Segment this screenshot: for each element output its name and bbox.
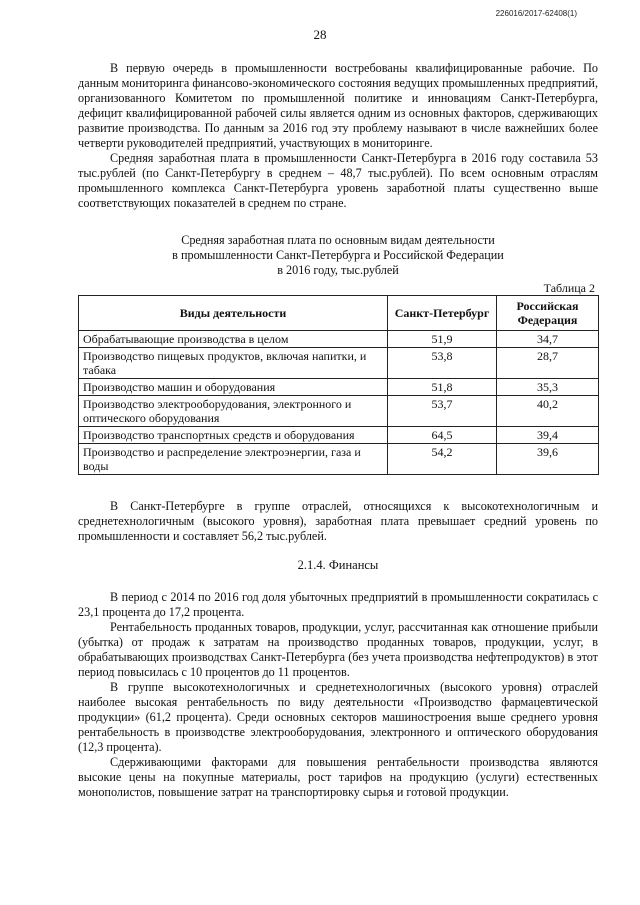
caption-line: Средняя заработная плата по основным видам деятельности [181, 233, 495, 247]
rf-value: 28,7 [497, 348, 599, 379]
paragraph: Средняя заработная плата в промышленности Санкт-Петербурга в 2016 году составила 53 тыс.рублей (по Санкт-Петербургу в среднем – 48,7 тыс.рублей). По всем основным отраслям промышленного комплекса Санкт-Петербурга уровень заработной платы существенно выше соответствующих показателей в среднем по стране. [78, 151, 598, 210]
after-table-text [78, 499, 598, 544]
rf-value: 40,2 [497, 396, 599, 427]
table-row [79, 379, 599, 396]
paragraph: Сдерживающими факторами для повышения рентабельности производства являются высокие цены на покупные материалы, рост тарифов на продукцию (услуги) естественных монополистов, повышение затрат на транспортировку сырья и готовой продукции. [78, 755, 598, 799]
activity-cell: Производство транспортных средств и оборудования [79, 427, 388, 444]
table-row [79, 331, 599, 348]
caption-line: в 2016 году, тыс.рублей [277, 263, 399, 277]
finance-text [78, 590, 598, 800]
spb-value: 51,9 [388, 331, 497, 348]
intro-text [78, 61, 598, 211]
rf-value: 35,3 [497, 379, 599, 396]
paragraph: В Санкт-Петербурге в группе отраслей, относящихся к высокотехнологичным и среднетехнологичным (высокого уровня), заработная плата превышает средний уровень по промышленности и составляет 56,2 тыс.рублей. [78, 499, 598, 543]
activity-cell: Обрабатывающие производства в целом [79, 331, 388, 348]
header-activity: Виды деятельности [79, 296, 388, 331]
table-row [79, 348, 599, 379]
spb-value: 53,8 [388, 348, 497, 379]
header-spb: Санкт-Петербург [388, 296, 497, 331]
salary-table [78, 295, 599, 475]
activity-cell: Производство машин и оборудования [79, 379, 388, 396]
paragraph: В первую очередь в промышленности востребованы квалифицированные рабочие. По данным мониторинга финансово-экономического состояния ведущих промышленных предприятий, организованного Комитетом по промышленной политике и инновациям Санкт-Петербурга, дефицит квалифицированной рабочей силы является одним из основных факторов, сдерживающих развитие производства. По данным за 2016 год эту проблему называют в числе важнейших более четверти руководителей предприятий, участвующих в мониторинге. [78, 61, 598, 150]
activity-cell: Производство и распределение электроэнергии, газа и воды [79, 444, 388, 475]
table-caption [78, 233, 598, 278]
page-number: 28 [313, 27, 327, 42]
table-label: Таблица 2 [543, 281, 595, 295]
activity-cell: Производство электрооборудования, электронного и оптического оборудования [79, 396, 388, 427]
rf-value: 34,7 [497, 331, 599, 348]
table-row [79, 396, 599, 427]
activity-cell: Производство пищевых продуктов, включая напитки, и табака [79, 348, 388, 379]
table-row [79, 444, 599, 475]
spb-value: 64,5 [388, 427, 497, 444]
rf-value: 39,6 [497, 444, 599, 475]
caption-line: в промышленности Санкт-Петербурга и Российской Федерации [172, 248, 504, 262]
spb-value: 53,7 [388, 396, 497, 427]
paragraph: Рентабельность проданных товаров, продукции, услуг, рассчитанная как отношение прибыли (убытка) от продаж к затратам на производство проданных товаров, продукции, услуг, в обрабатывающих производствах Санкт-Петербурга (без учета производства нефтепродуктов) в этот период повысилась с 10 процентов до 11 процентов. [78, 620, 598, 679]
section-heading: 2.1.4. Финансы [297, 558, 379, 572]
table-row [79, 427, 599, 444]
table-header-row [79, 296, 599, 331]
header-rf: Российская Федерация [497, 296, 599, 331]
paragraph: В группе высокотехнологичных и среднетехнологичных (высокого уровня) отраслей наиболее высокая рентабельность по виду деятельности «Производство фармацевтической продукции» (61,2 процента). Среди основных секторов машиностроения выше среднего уровня рентабельность в производстве электрооборудования, электронного и оптического оборудования (12,3 процента). [78, 680, 598, 754]
paragraph: В период с 2014 по 2016 год доля убыточных предприятий в промышленности сократилась с 23,1 процента до 17,2 процента. [78, 590, 598, 619]
document-id: 226016/2017-62408(1) [495, 9, 577, 18]
spb-value: 51,8 [388, 379, 497, 396]
spb-value: 54,2 [388, 444, 497, 475]
rf-value: 39,4 [497, 427, 599, 444]
